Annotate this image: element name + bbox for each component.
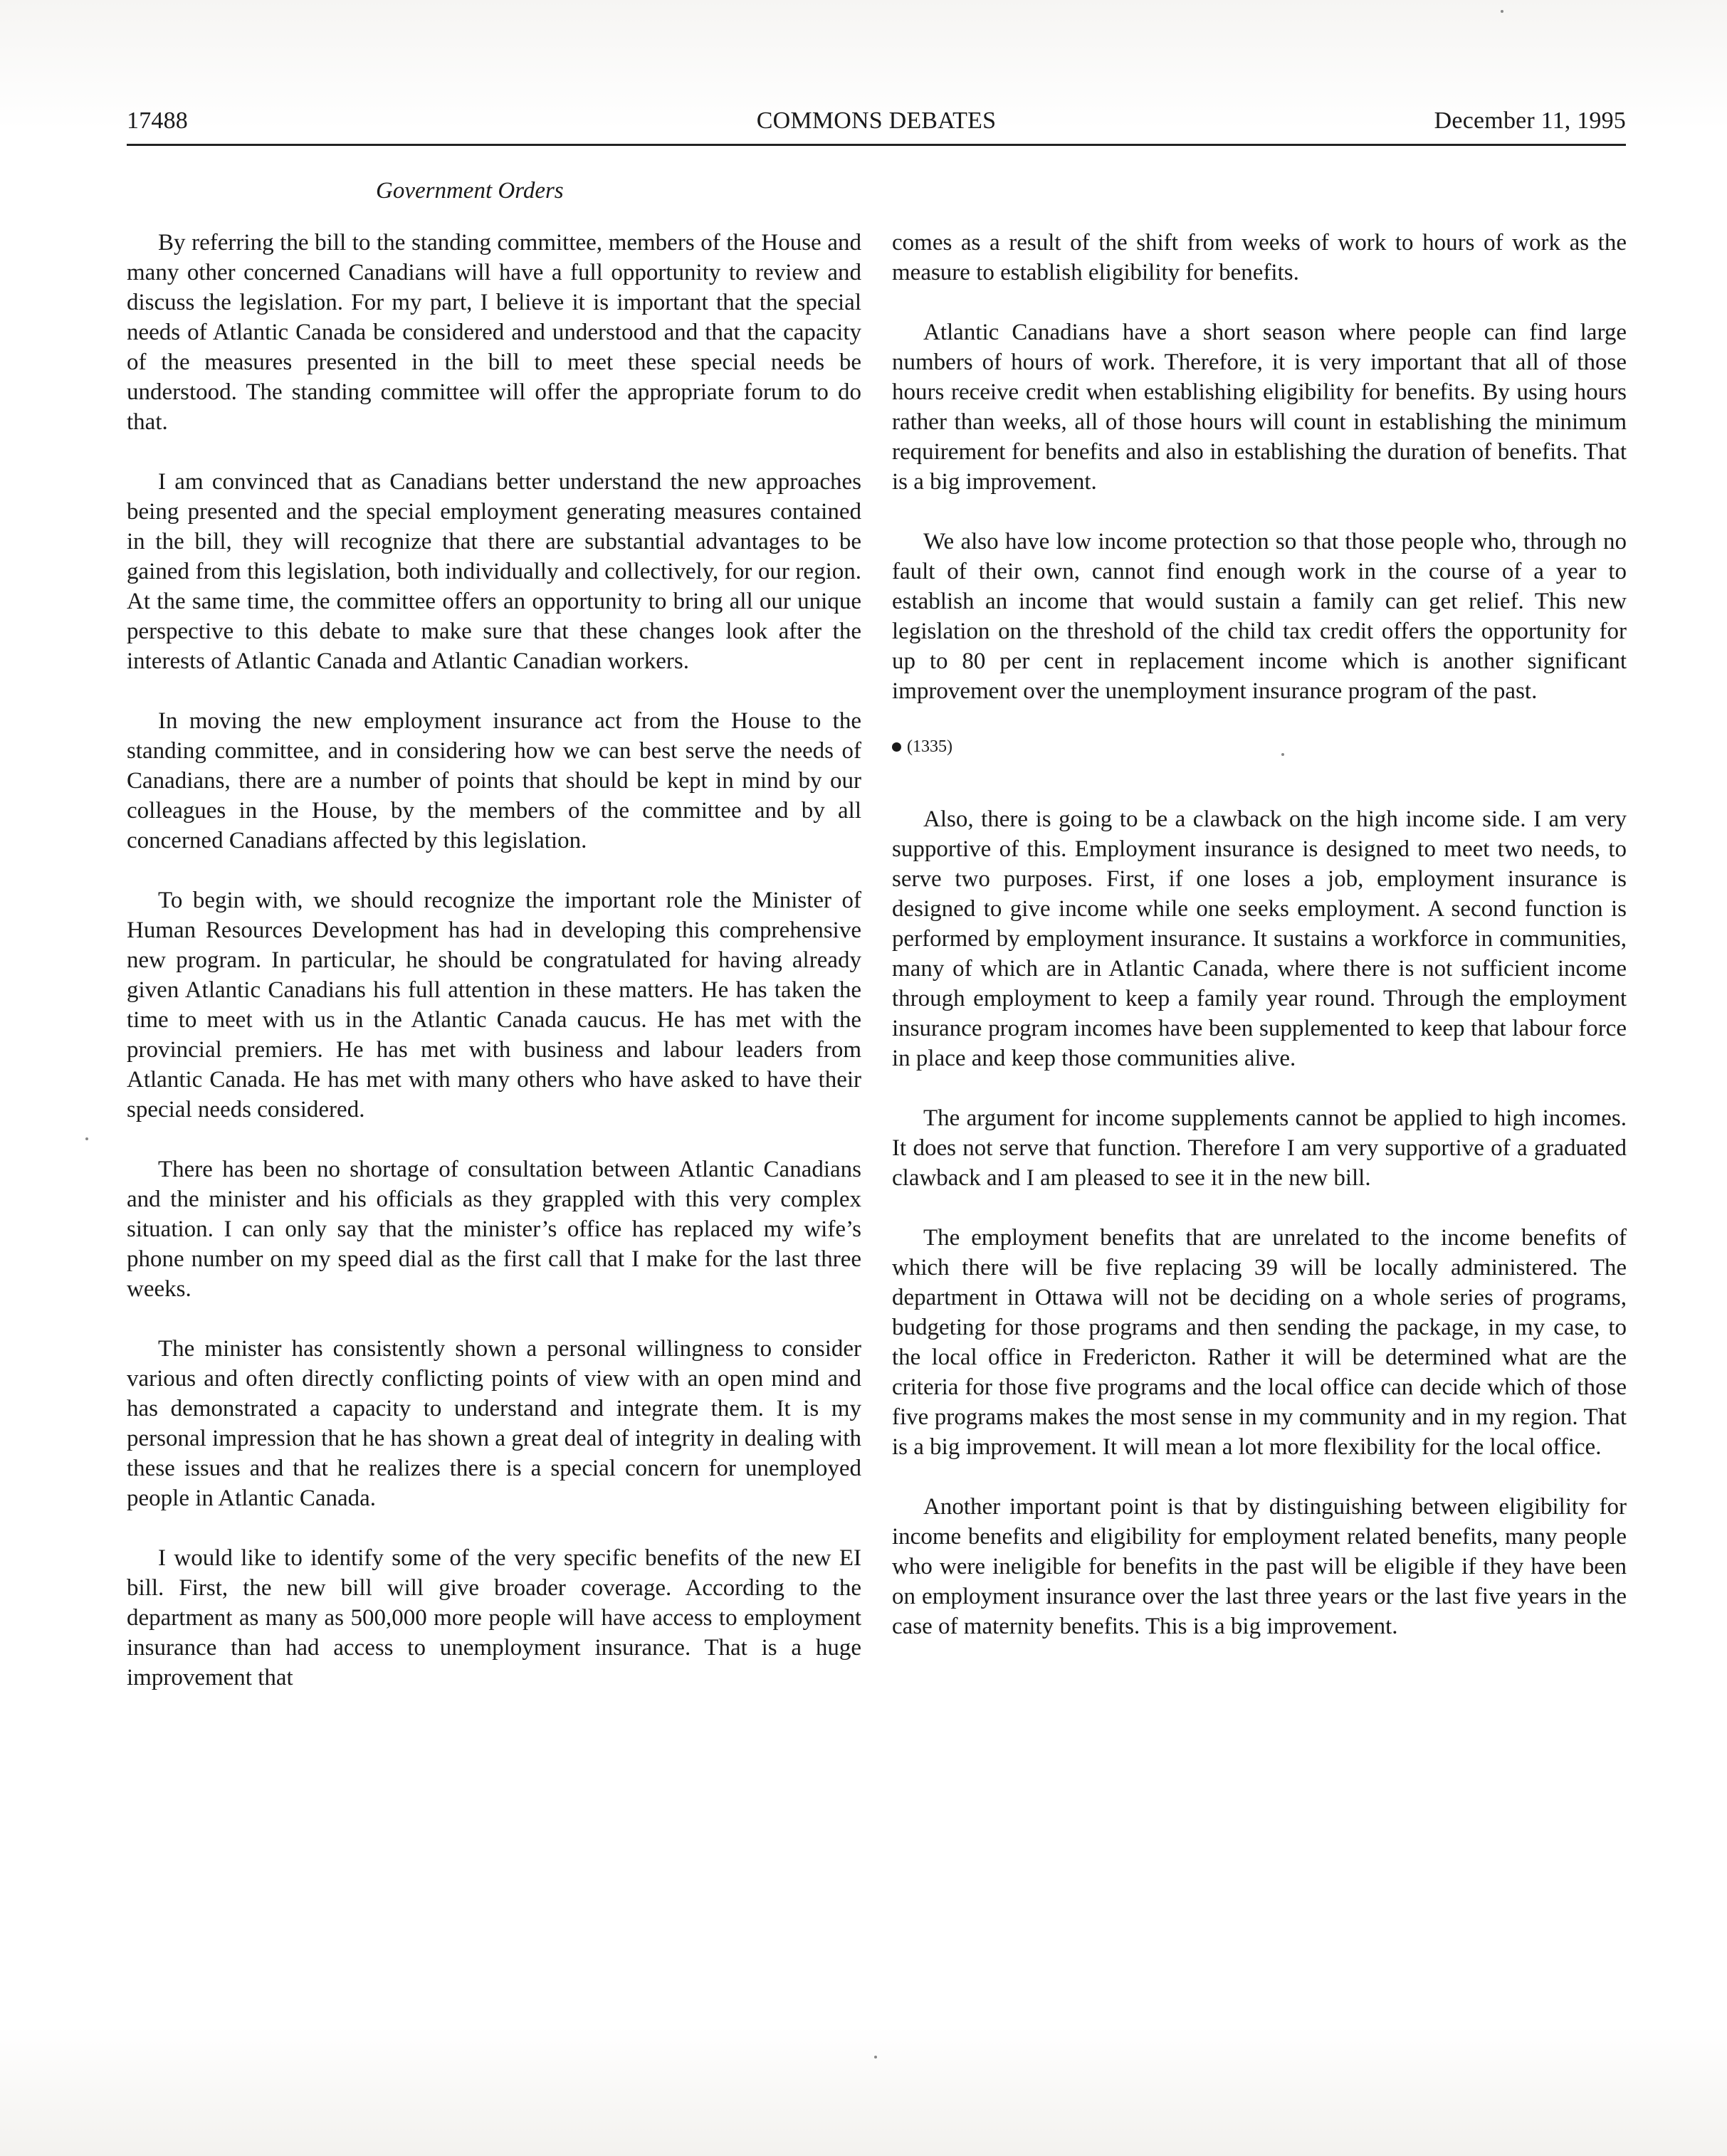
paragraph: The minister has consistently shown a personal willingness to consider various and often directly conflicting points of view with an open mind and has demonstrated a capacity to understand and integrate them. It is my personal impression that he has shown a great deal of integrity in dealing with these issues and that he realizes there is a special concern for unemployed people in Atlantic Canada.: [127, 1336, 861, 1511]
publication-date: December 11, 1995: [1434, 107, 1626, 134]
scan-speck: [874, 2056, 877, 2058]
paragraph: To begin with, we should recognize the important role the Minister of Human Resources Development has had in developing this comprehensive new program. In particular, he should be congratulated for having already given Atlantic Canadians his full attention in these matters. He has taken the time to meet with us in the Atlantic Canada caucus. He has met with the provincial premiers. He has met with business and labour leaders from Atlantic Canada. He has met with many others who have asked to have their special needs considered.: [127, 888, 861, 1122]
bullet-icon: [892, 742, 901, 752]
header-rule: [127, 144, 1626, 146]
publication-title: COMMONS DEBATES: [756, 107, 997, 134]
paragraph: The argument for income supplements cannot be applied to high incomes. It does not serve that function. Therefore I am very supportive of a graduated clawback and I am pleased to see it in the new bill.: [892, 1105, 1627, 1191]
scan-speck: [1501, 10, 1503, 13]
paragraph: There has been no shortage of consultation between Atlantic Canadians and the minister and his officials as they grappled with this very complex situation. I can only say that the minister’s office has replaced my wife’s phone number on my speed dial as the first call that I make for the last three weeks.: [127, 1157, 861, 1302]
left-column: [127, 228, 861, 1723]
right-column: [892, 228, 1627, 1671]
page-number: 17488: [127, 107, 188, 134]
paragraph: Atlantic Canadians have a short season where people can find large numbers of hours of work. Therefore, it is very important that all of those hours receive credit when establishing eligibility for benefits. By using hours rather than weeks, all of those hours will count in establishing the minimum requirement for benefits and also in establishing the duration of benefits. That is a big improvement.: [892, 320, 1627, 495]
paragraph-continued: comes as a result of the shift from weeks of work to hours of work as the measure to establish eligibility for benefits.: [892, 230, 1627, 285]
section-title: Government Orders: [376, 178, 564, 204]
paragraph: By referring the bill to the standing committee, members of the House and many other concerned Canadians will have a full opportunity to review and discuss the legislation. For my part, I believe it is important that the special needs of Atlantic Canada be considered and understood and that the capacity of the measures presented in the bill to meet these special needs be understood. The standing committee will offer the appropriate forum to do that.: [127, 230, 861, 435]
scan-speck: [1281, 753, 1284, 756]
paragraph: I would like to identify some of the very specific benefits of the new EI bill. First, the new bill will give broader coverage. According to the department as many as 500,000 more people will have access to employment insurance than had access to unemployment insurance. That is a huge improvement that: [127, 1545, 861, 1690]
paragraph: Also, there is going to be a clawback on the high income side. I am very supportive of this. Employment insurance is designed to meet two needs, to serve two purposes. First, if one loses a job, employment insurance is designed to give income while one seeks employment. A second function is performed by employment insurance. It sustains a workforce in communities, many of which are in Atlantic Canada, where there is not sufficient income through employment to keep a family year round. Through the employment insurance program incomes have been supplemented to keep that labour force in place and keep those communities alive.: [892, 806, 1627, 1071]
paragraph: Another important point is that by distinguishing between eligibility for income benefits and eligibility for employment related benefits, many people who were ineligible for benefits in the past will be eligible if they have been on employment insurance over the last three years or the last five years in the case of maternity benefits. This is a big improvement.: [892, 1494, 1627, 1639]
time-marker: [892, 736, 1627, 757]
paragraph: We also have low income protection so that those people who, through no fault of their own, cannot find enough work in the course of a year to establish an income that would sustain a family can get relief. This new legislation on the threshold of the child tax credit offers the opportunity for up to 80 per cent in replacement income which is another significant improvement over the unemployment insurance program of the past.: [892, 529, 1627, 704]
paragraph: The employment benefits that are unrelated to the income benefits of which there will be five replacing 39 will be locally administered. The department in Ottawa will not be deciding on a whole series of programs, budgeting for those programs and then sending the package, in my case, to the local office in Fredericton. Rather it will be determined what are the criteria for those five programs and the local office can decide which of those five programs makes the most sense in my community and in my region. That is a big improvement. It will mean a lot more flexibility for the local office.: [892, 1225, 1627, 1460]
time-marker-label: (1335): [907, 737, 952, 756]
scan-speck: [85, 1137, 88, 1140]
page-header: [127, 104, 1626, 147]
paragraph: I am convinced that as Canadians better understand the new approaches being presented and the special employment generating measures contained in the bill, they will recognize that there are substantial advantages to be gained from this legislation, both individually and collectively, for our region. At the same time, the committee offers an opportunity to bring all our unique perspective to this debate to make sure that these changes look after the interests of Atlantic Canada and Atlantic Canadian workers.: [127, 469, 861, 674]
paragraph: In moving the new employment insurance act from the House to the standing committee, and in considering how we can best serve the needs of Canadians, there are a number of points that should be kept in mind by our colleagues in the House, by the members of the committee and by all concerned Canadians affected by this legislation.: [127, 708, 861, 853]
